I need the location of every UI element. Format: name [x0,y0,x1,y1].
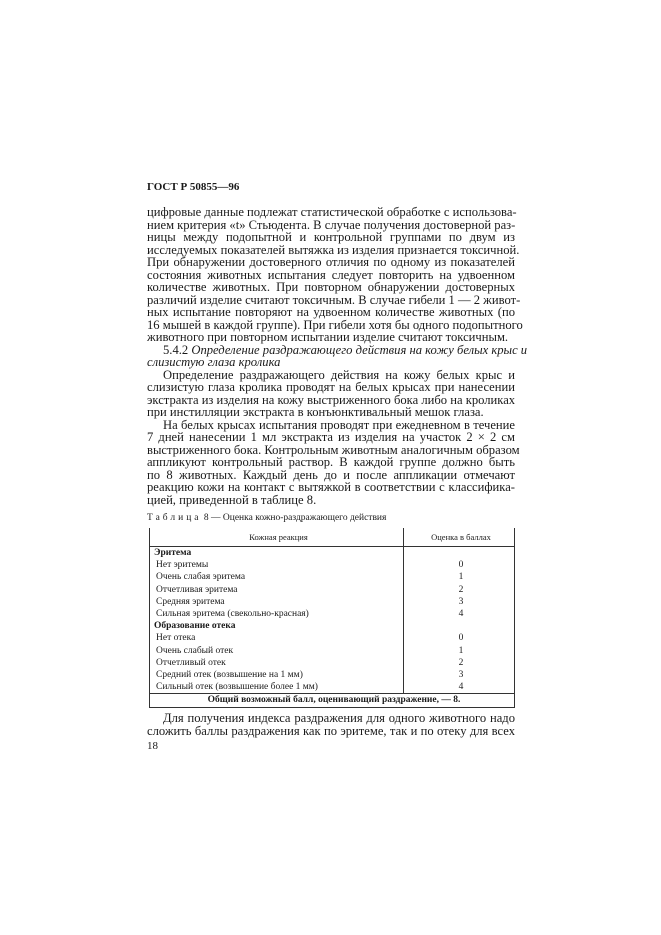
text-line: сложить баллы раздражения как по эритеме, так и по отеку для всех [147,723,515,738]
text-line: животного при повторном испытании изделие считают токсичным. [147,330,509,344]
text-line: цией, приведенной в таблице 8. [147,492,317,507]
caption-label: Таблица [147,513,202,523]
reaction-cell: Отчетливый отек [156,657,226,668]
col-header-reaction: Кожная реакция [150,528,404,547]
reaction-cell: Сильный отек (возвышение более 1 мм) [156,682,318,693]
section-number: 5.4.2 [163,342,189,357]
total-text: Общий возможный балл, оценивающий раздражение, — 8. [150,694,515,707]
text-line: 7 дней нанесении 1 мл экстракта из изделия на участок 2 × 2 см [147,430,515,444]
text-line: по 8 животных. Каждый день до и после аппликации отмечают [147,467,515,482]
text-line: при инстилляции экстракта в конъюнктивальный мешок глаза. [147,405,484,419]
page-number: 18 [147,740,158,752]
caption-title: 8 — Оценка кожно-раздражающего действия [203,513,387,523]
total-row [150,694,515,707]
table-row [150,645,515,657]
text-line: слизистую глаза кролика проводят на белых крысах при нанесении [147,380,515,394]
body-text [147,205,528,507]
reaction-cell: Отчетливая эритема [156,584,238,595]
empty-cell [404,547,515,560]
score-cell: 1 [404,645,515,657]
text-line: ных испытание повторяют на удвоенном количестве животных (по [147,305,515,319]
text-line: 16 мышей в каждой группе). При гибели хотя бы одного подопытного [147,317,523,332]
table-row [150,608,515,620]
score-cell: 3 [404,596,515,608]
text-line: количестве животных. При повторном обнаружении достоверных [147,280,515,294]
text-line: Определение раздражающего действия на кожу белых крыс и [163,367,515,382]
text-line: На белых крысах испытания проводят при ежедневном в течение [163,417,515,432]
text-line: цифровые данные подлежат статистической обработке с использова- [147,205,517,219]
body-text-end [147,712,515,737]
score-cell: 0 [404,559,515,571]
irritation-table [149,528,515,708]
text-line: нием критерия «t» Стьюдента. В случае получения достоверной раз- [147,217,516,232]
score-cell: 0 [404,632,515,644]
text-line: состояния животных испытания следует повторить на удвоенном [147,267,515,282]
text-line: экстракта из изделия на кожу выстриженного бока либо на кроликах [147,392,516,407]
table-row [150,632,515,644]
col-header-score: Оценка в баллах [404,528,515,547]
text-line: реакцию кожи на контакт с вытяжкой в соответствии с классифика- [147,480,515,494]
reaction-cell: Нет эритемы [156,560,209,571]
text-line: Для получения индекса раздражения для одного животного надо [163,711,515,725]
text-line: аппликуют контрольный раствор. В каждой группе должно быть [147,455,515,469]
score-cell: 3 [404,669,515,681]
text-line: При обнаружении достоверного отличия по одному из показателей [147,255,515,269]
reaction-cell: Очень слабая эритема [156,572,246,583]
reaction-cell: Сильная эритема (свекольно-красная) [156,609,309,620]
text-line: ницы между подопытной и контрольной группами по двум из [147,230,515,244]
reaction-cell: Средний отек (возвышение на 1 мм) [156,670,303,681]
table-caption [147,513,386,524]
score-cell: 1 [404,571,515,583]
text-line: выстриженного бока. Контрольным животным аналогичным образом [147,442,520,457]
reaction-cell: Нет отека [156,633,196,644]
text-line: различий изделие считают токсичным. В случае гибели 1 — 2 живот- [147,292,521,307]
score-cell: 4 [404,681,515,694]
table-row [150,559,515,571]
reaction-cell: Очень слабый отек [156,645,234,656]
text-line: исследуемых показателей вытяжка из изделия признается токсичной. [147,242,520,257]
document-header: ГОСТ Р 50855—96 [147,181,240,193]
section-title-cont: слизистую глаза кролика [147,355,281,369]
score-cell: 4 [404,608,515,620]
reaction-cell: Средняя эритема [156,596,225,607]
table-row [150,571,515,583]
table-row [150,596,515,608]
group-row [150,547,515,560]
group-title: Эритема [154,548,192,558]
score-cell: 2 [404,584,515,596]
group-row [150,620,515,632]
table-row [150,681,515,694]
group-title: Образование отека [154,621,236,632]
section-title: Определение раздражающего действия на кожу белых крыс и [191,342,528,357]
table-row [150,669,515,681]
empty-cell [404,620,515,632]
score-cell: 2 [404,657,515,669]
table-row [150,657,515,669]
table-row [150,584,515,596]
